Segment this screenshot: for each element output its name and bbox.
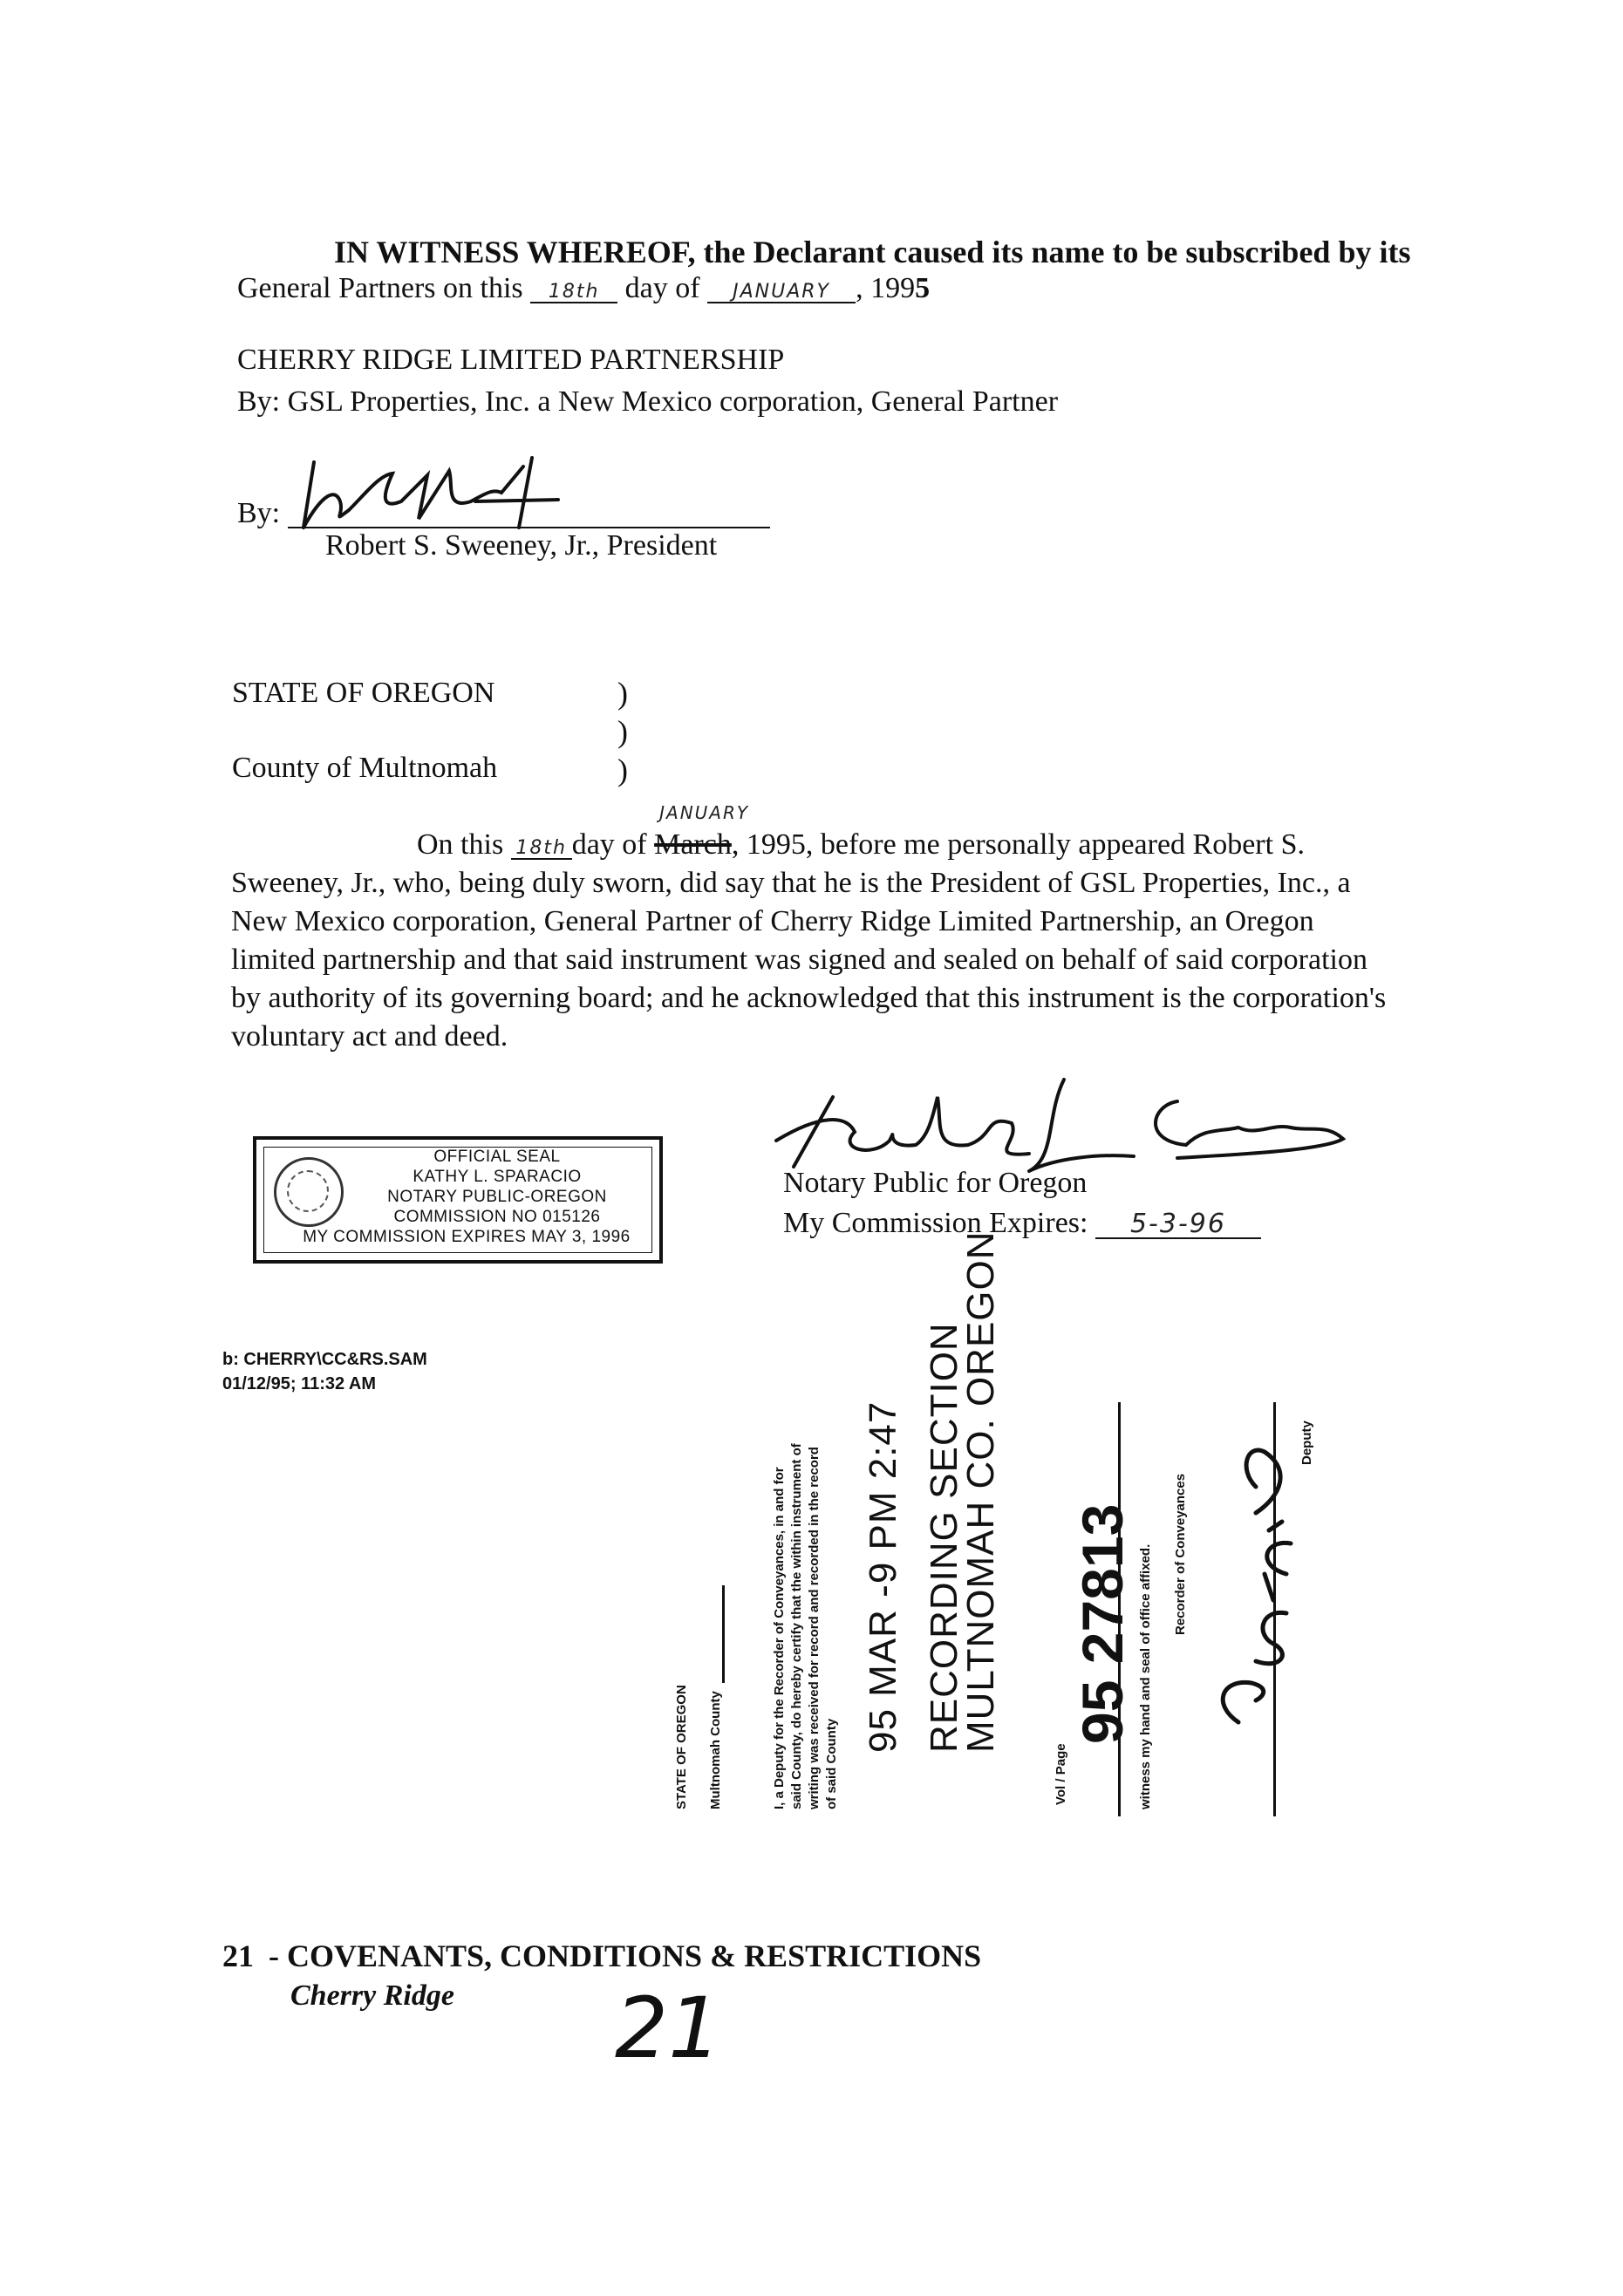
venue-bracket: ) — [617, 676, 628, 711]
stamp-state: STATE OF OREGON — [674, 1685, 689, 1809]
by-label: By: — [237, 497, 281, 529]
witness-line-1: IN WITNESS WHEREOF, the Declarant caused its name to be subscribed by its — [334, 235, 1411, 269]
witness-day-field: 18th — [530, 283, 617, 303]
acknowledgment-line-1: On this 18th day of JANUARY March, 1995, before me personally appeared Robert S. — [417, 802, 1305, 861]
stamp-recording-number: 95 27813 — [1070, 1503, 1135, 1744]
venue-state: STATE OF OREGON — [232, 677, 495, 709]
stamp-deputy: Deputy — [1299, 1421, 1314, 1465]
file-path: b: CHERRY\CC&RS.SAM — [222, 1350, 427, 1369]
ack-day-field: 18th — [511, 839, 572, 860]
stamp-county: Multnomah County — [708, 1691, 723, 1809]
general-partner-line: By: GSL Properties, Inc. a New Mexico corporation, General Partner — [237, 385, 1059, 418]
venue-bracket: ) — [617, 714, 628, 749]
stamp-cert-1: I, a Deputy for the Recorder of Conveyances, in and for — [772, 1467, 787, 1809]
footer-page-number: 21 — [222, 1938, 254, 1973]
notary-signature — [767, 1062, 1378, 1175]
stamp-cert-3: writing was received for record and recorded in the record — [807, 1447, 822, 1809]
ack-month-correction — [654, 802, 750, 862]
witness-month-field: JANUARY — [707, 283, 856, 303]
venue-county: County of Multnomah — [232, 752, 498, 784]
stamp-section-1: RECORDING SECTION — [923, 1322, 965, 1753]
notary-commission: My Commission Expires: 5-3-96 — [783, 1207, 1261, 1240]
commission-date-field: 5-3-96 — [1095, 1211, 1261, 1239]
deputy-signature — [1204, 1434, 1317, 1748]
ack-month-struck: March — [654, 828, 732, 861]
witness-year-digit: 5 — [915, 272, 931, 304]
signer-name: Robert S. Sweeney, Jr., President — [325, 529, 718, 562]
acknowledgment-line-5: by authority of its governing board; and he acknowledged that this instrument is the corporation's — [231, 982, 1387, 1014]
stamp-section-2: MULTNOMAH CO. OREGON — [959, 1230, 1002, 1753]
stamp-brace — [722, 1585, 725, 1683]
handwritten-page-number: 21 — [615, 1979, 722, 2077]
venue-bracket: ) — [617, 753, 628, 787]
file-timestamp: 01/12/95; 11:32 AM — [222, 1374, 377, 1393]
president-signature — [297, 440, 610, 536]
notary-official-seal — [253, 1136, 663, 1264]
witness-line-2: General Partners on this 18th day of JANUARY , 1995 — [237, 272, 931, 304]
acknowledgment-line-2: Sweeney, Jr., who, being duly sworn, did say that he is the President of GSL Properties, Inc., a — [231, 867, 1351, 899]
partnership-name: CHERRY RIDGE LIMITED PARTNERSHIP — [237, 344, 785, 376]
ack-month-inserted: JANUARY — [659, 802, 750, 823]
acknowledgment-line-4: limited partnership and that said instrument was signed and sealed on behalf of said corporation — [231, 944, 1367, 976]
acknowledgment-line-6: voluntary act and deed. — [231, 1020, 508, 1053]
stamp-vol-page: Vol / Page — [1054, 1743, 1068, 1805]
acknowledgment-line-3: New Mexico corporation, General Partner of Cherry Ridge Limited Partnership, an Oregon — [231, 905, 1314, 937]
notary-title: Notary Public for Oregon — [783, 1167, 1088, 1199]
seal-text: OFFICIAL SEAL KATHY L. SPARACIO NOTARY PUBLIC-OREGON COMMISSION NO 015126 MY COMMISSION EXPIRES MAY 3, 1996 — [303, 1148, 631, 1246]
stamp-witness: witness my hand and seal of office affixed. — [1138, 1543, 1153, 1809]
stamp-recorder: Recorder of Conveyances — [1173, 1473, 1188, 1635]
stamp-cert-4: of said County — [824, 1718, 839, 1809]
stamp-cert-2: said County, do hereby certify that the within instrument of — [789, 1443, 804, 1809]
footer-subtitle: Cherry Ridge — [290, 1979, 454, 2012]
stamp-datetime: 95 MAR -9 PM 2:47 — [862, 1400, 904, 1753]
footer-title: - COVENANTS, CONDITIONS & RESTRICTIONS — [269, 1938, 982, 1973]
